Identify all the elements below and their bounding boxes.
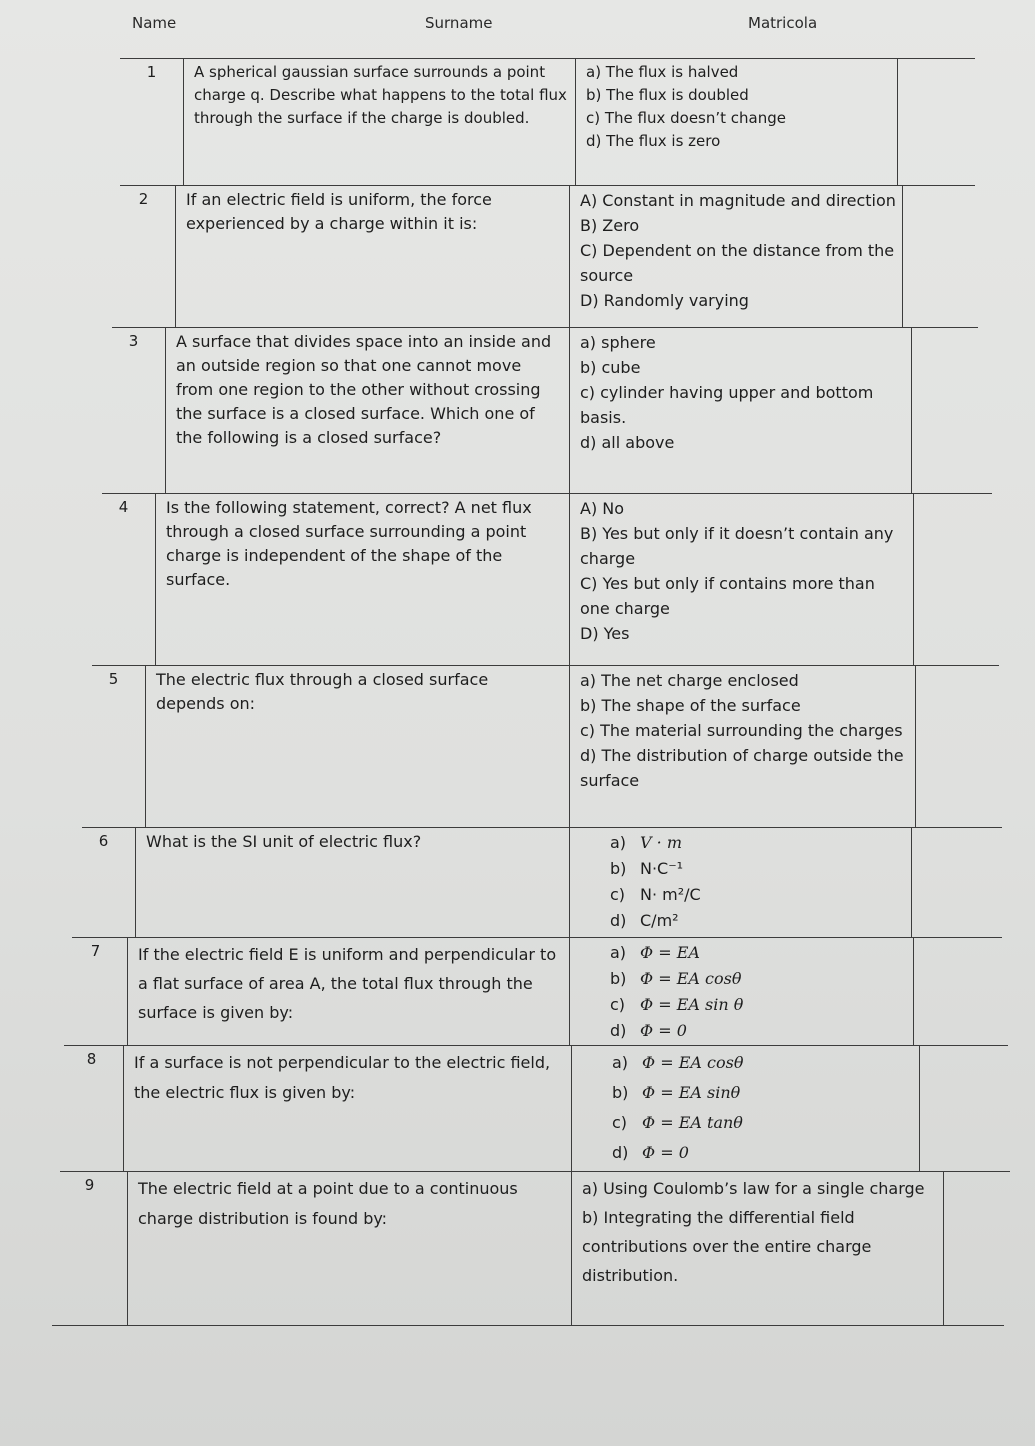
answer-options <box>572 1046 920 1171</box>
question-text: A spherical gaussian surface surrounds a point charge q. Describe what happens to the total flux through the surface if the charge is doubled. <box>184 59 576 185</box>
answer-option <box>612 1138 915 1168</box>
option-label: d) <box>610 1021 627 1040</box>
answer-options <box>572 1172 944 1326</box>
answer-box[interactable] <box>912 828 1002 937</box>
question-row <box>82 666 1002 828</box>
option-formula: Φ = EA tanθ <box>642 1113 743 1132</box>
option-label: c) <box>610 885 626 904</box>
answer-option: d) all above <box>580 433 675 452</box>
answer-options <box>576 59 898 185</box>
question-row <box>60 1046 1010 1172</box>
question-text: If a surface is not perpendicular to the electric field, the electric flux is given by: <box>124 1046 572 1171</box>
question-number: 9 <box>52 1172 128 1326</box>
answer-box[interactable] <box>916 666 1002 827</box>
question-number: 6 <box>72 828 136 937</box>
answer-option <box>610 966 909 992</box>
option-label: a) <box>612 1053 629 1072</box>
answer-option: a) The flux is halved <box>586 63 739 81</box>
option-formula: Φ = EA cosθ <box>642 1053 744 1072</box>
question-row <box>52 1172 1004 1326</box>
question-number: 2 <box>112 186 176 327</box>
answer-box[interactable] <box>914 938 1008 1045</box>
option-label: c) <box>610 995 626 1014</box>
table-bottom-border <box>52 1325 1004 1326</box>
answer-options <box>570 186 903 327</box>
answer-option: b) The shape of the surface <box>580 696 801 715</box>
option-formula: Φ = 0 <box>642 1143 689 1162</box>
option-label: d) <box>610 911 627 930</box>
answer-option: B) Zero <box>580 216 640 235</box>
question-text: Is the following statement, correct? A net flux through a closed surface surrounding a point charge is independent of the shape of the surface. <box>156 494 570 665</box>
answer-options <box>570 828 912 937</box>
option-formula: Φ = EA sinθ <box>642 1083 741 1102</box>
answer-options <box>570 666 916 827</box>
answer-option: D) Randomly varying <box>580 291 749 310</box>
option-label: a) <box>610 943 627 962</box>
option-label: c) <box>612 1113 628 1132</box>
answer-box[interactable] <box>944 1172 1004 1326</box>
question-number: 1 <box>120 59 184 185</box>
answer-option: B) Yes but only if it doesn’t contain any charge <box>580 524 894 568</box>
question-row <box>112 186 978 328</box>
question-row <box>64 938 1008 1046</box>
answer-option: A) Constant in magnitude and direction <box>580 191 896 210</box>
answer-option <box>610 940 909 966</box>
question-number: 5 <box>82 666 146 827</box>
option-label: b) <box>610 969 627 988</box>
answer-option: C) Yes but only if contains more than one charge <box>580 574 875 618</box>
surname-label: Surname <box>425 14 493 32</box>
answer-option: c) The material surrounding the charges <box>580 721 903 740</box>
answer-option: A) No <box>580 499 625 518</box>
name-label: Name <box>132 14 177 32</box>
answer-box[interactable] <box>920 1046 1010 1171</box>
question-row <box>92 494 999 666</box>
question-text: A surface that divides space into an inside and an outside region so that one cannot move from one region to the other without crossing the surface is a closed surface. Which one of the following is a closed surface? <box>166 328 570 493</box>
answer-option: c) cylinder having upper and bottom basis. <box>580 383 874 427</box>
answer-options <box>570 938 914 1045</box>
question-text: The electric flux through a closed surface depends on: <box>146 666 570 827</box>
answer-box[interactable] <box>898 59 975 185</box>
answer-option: b) The flux is doubled <box>586 86 749 104</box>
option-formula: N·C⁻¹ <box>640 859 684 878</box>
answer-option: d) The distribution of charge outside the surface <box>580 746 904 790</box>
question-number: 3 <box>102 328 166 493</box>
answer-option <box>612 1048 915 1078</box>
answer-option: D) Yes <box>580 624 630 643</box>
answer-option <box>610 882 907 908</box>
matricola-label: Matricola <box>748 14 818 32</box>
answer-option: a) Using Coulomb’s law for a single charge <box>582 1179 925 1198</box>
answer-option <box>610 830 907 856</box>
answer-option: d) The flux is zero <box>586 132 721 150</box>
answer-option: C) Dependent on the distance from the source <box>580 241 895 285</box>
option-formula: Φ = EA cosθ <box>640 969 742 988</box>
option-formula: C/m² <box>640 911 679 930</box>
answer-options <box>570 328 912 493</box>
question-row <box>102 328 992 494</box>
answer-option: a) The net charge enclosed <box>580 671 799 690</box>
question-row <box>72 828 1002 938</box>
option-formula: Φ = EA <box>640 943 700 962</box>
answer-option: c) The flux doesn’t change <box>586 109 787 127</box>
option-label: a) <box>610 833 627 852</box>
answer-option <box>610 856 907 882</box>
option-label: d) <box>612 1143 629 1162</box>
question-number: 7 <box>64 938 128 1045</box>
question-row <box>120 58 975 186</box>
option-label: b) <box>610 859 627 878</box>
option-formula: Φ = EA sin θ <box>640 995 744 1014</box>
answer-option: b) Integrating the differential field contributions over the entire charge distribution. <box>582 1208 872 1285</box>
answer-option: a) sphere <box>580 333 656 352</box>
option-formula: V · m <box>640 833 682 852</box>
answer-box[interactable] <box>914 494 999 665</box>
answer-box[interactable] <box>903 186 978 327</box>
answer-box[interactable] <box>912 328 992 493</box>
answer-option <box>610 992 909 1018</box>
question-text: If an electric field is uniform, the force experienced by a charge within it is: <box>176 186 570 327</box>
option-label: b) <box>612 1083 629 1102</box>
question-number: 4 <box>92 494 156 665</box>
answer-option <box>612 1108 915 1138</box>
answer-option: b) cube <box>580 358 641 377</box>
question-number: 8 <box>60 1046 124 1171</box>
question-text: If the electric field E is uniform and perpendicular to a flat surface of area A, the total flux through the surface is given by: <box>128 938 570 1045</box>
answer-options <box>570 494 914 665</box>
question-text: The electric field at a point due to a continuous charge distribution is found by: <box>128 1172 572 1326</box>
answer-option <box>610 908 907 934</box>
option-formula: N· m²/C <box>640 885 701 904</box>
answer-option <box>610 1018 909 1044</box>
option-formula: Φ = 0 <box>640 1021 687 1040</box>
answer-option <box>612 1078 915 1108</box>
question-text: What is the SI unit of electric flux? <box>136 828 570 937</box>
